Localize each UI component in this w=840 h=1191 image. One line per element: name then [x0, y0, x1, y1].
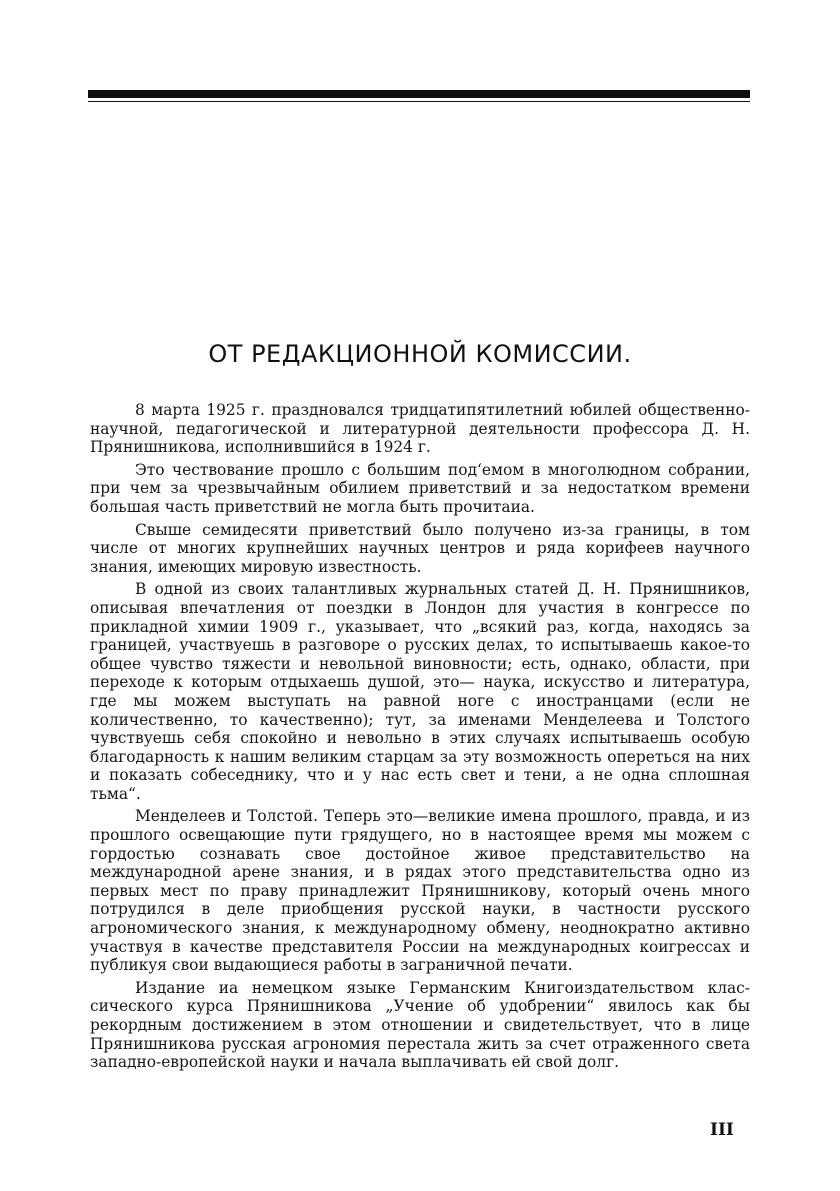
top-rule-thick: [88, 90, 750, 98]
body-text: [90, 401, 750, 1072]
paragraph-6: Издание иа немецком языке Германским Книгоиздательством классического курса Прянишникова „Учение об удобрении“ явилось как бы рекордным достижением в этом отношении и свидетельствует, что в лице Прянишникова русская агрономия перестала жить за счет отраженного света западно-европейской науки и начала выплачивать ей свой долг.: [90, 978, 750, 1072]
top-rule-thin: [88, 101, 750, 102]
paragraph-2: Это чествование прошло с большим под‘емом в многолюдном собрании, при чем за чрезвычайным обилием приветствий и за недостатком времени большая часть приветствий не могла быть прочитаиа.: [90, 460, 750, 516]
page-title: ОТ РЕДАКЦИОННОЙ КОМИССИИ.: [208, 340, 632, 368]
paragraph-3: Свыше семидесяти приветствий было получено из-за границы, в том числе от многих крупнейших научных центров и ряда корифеев научного знания, имеющих мировую известность.: [90, 520, 750, 576]
paragraph-1: 8 марта 1925 г. праздновался тридцатипятилетний юбилей общественно-научной, педагогической и литературной деятельности профессора Д. Н. Прянишникова, исполнившийся в 1924 г.: [90, 401, 750, 457]
paragraph-5: Менделеев и Толстой. Теперь это—великие имена прошлого, правда, и из прошлого освещающие пути грядущего, но в настоящее время мы можем с гордостью сознавать свое достойное живое представительство на международной арене знания, и в рядах этого представительства одно из первых мест по праву принадлежит Прянишникову, который очень много потрудился в деле приобщения русской науки, в частности русского агрономического знания, к международному обмену, неоднократно активно участвуя в качестве представителя России на международных коигрессах и публикуя свои выдающиеся работы в заграничной печати.: [90, 807, 750, 975]
page-number: III: [710, 1120, 734, 1140]
paragraph-4: В одной из своих талантливых журнальных статей Д. Н. Прянишников, описывая впечатления от поездки в Лондон для участия в конгрессе по прикладной химии 1909 г., указывает, что „всякий раз, когда, находясь за границей, участвуешь в разговоре о русских делах, то испытываешь какое-то общее чувство тяжести и невольной виновности; есть, однако, области, при переходе к которым отдыхаешь душой, это— наука, искусство и литература, где мы можем выступать на равной ноге с иностранцами (если не количественно, то качественно); тут, за именами Менделеева и Толстого чувствуешь себя спокойно и невольно в этих случаях испытываешь особую благодарность к нашим великим старцам за эту возможность опереться на них и показать собеседнику, что и у нас есть свет и тени, а не одна сплошная тьма“.: [90, 580, 750, 803]
